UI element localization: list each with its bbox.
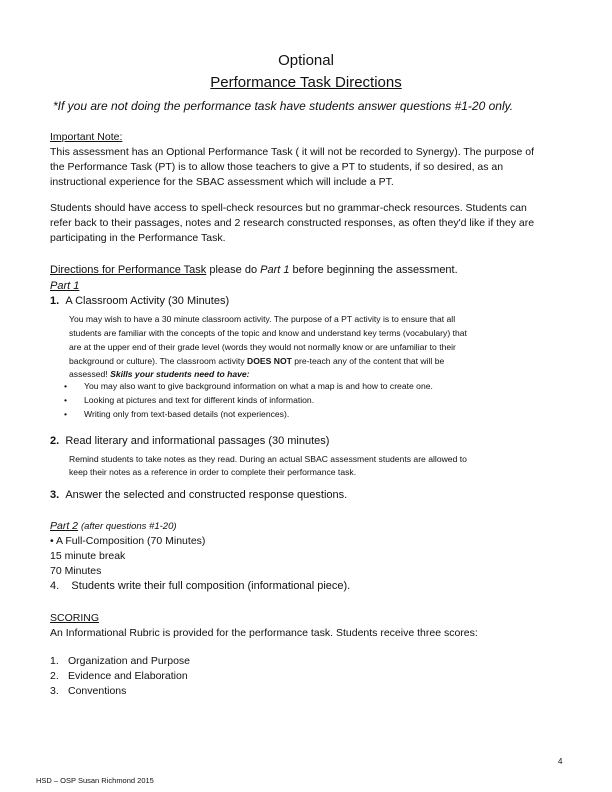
page-title-line-1: Optional — [278, 52, 334, 69]
bullet-icon: • — [64, 381, 68, 391]
step-2-line-2: keep their notes as a reference in order to complete their performance task. — [69, 467, 357, 477]
footer-credit: HSD – OSP Susan Richmond 2015 — [36, 776, 154, 785]
step-2-line-1: Remind students to take notes as they read. During an actual SBAC assessment students are allowed to — [69, 454, 467, 464]
step-4-heading: 4. Students write their full composition (informational piece). — [50, 580, 351, 592]
part-2-heading: Part 2 (after questions #1-20) — [50, 520, 177, 532]
important-note-paragraph-1: This assessment has an Optional Performance Task ( it will not be recorded to Synergy). The purpose of the Performance Task (PT) is to allow those teachers to give a PT to students, if so desired, as an instructional experience for the SBAC assessment which will include a PT. — [50, 146, 535, 188]
part-2-break: 15 minute break — [50, 550, 126, 562]
document-page: Optional Performance Task Directions *If you are not doing the performance task have students answer questions #1-20 only. Important Note: This assessment has an Optional Performance Task ( it will not be recorded to Synergy). The purpose of the Performance Task (PT) is to allow those teachers to give a PT to students, if so desired, as an instructional experience for the SBAC assessment which will include a PT. Students should have access to spell-check resources but no grammar-check resources. Students can refer back to their passages, notes and 2 research constructed responses, as often they'd like if they are participating in the Performance Task. Directions for Performance Task please do Part 1 before beginning the assessment. Part 1 1. A Classroom Activity (30 Minutes) You may wish to have a 30 minute classroom activity. The purpose of a PT activity is to ensure that all students are familiar with the concepts of the topic and know and understand key terms (vocabulary) that are at the upper end of their grade level (words they would not normally know or are unfamiliar to their background or culture). The classroom activity DOES NOT pre-teach any of the content that will be assessed! Skills your students need to have: • You may also want to give background information on what a map is and how to create one. • Looking at pictures and text for different kinds of information. • Writing only from text-based details (not experiences). 2. Read literary and informational passages (30 minutes) Remind students to take notes as they read. During an actual SBAC assessment students are allowed to keep their notes as a reference in order to complete their performance task. 3. Answer the selected and constructed response questions. Part 2 (after questions #1-20) • A Full-Composition (70 Minutes) 15 minute break 70 Minutes 4. Students write their full composition (informational piece). SCORING An Informational Rubric is provided for the performance task. Students receive three scores: 1. Organization and Purpose 2. Evidence and Elaboration 3. Conventions 4 HSD – OSP Susan Richmond 2015 — [0, 0, 612, 792]
step-1-heading: 1. A Classroom Activity (30 Minutes) — [50, 295, 230, 307]
step-1-line-4: background or culture). The classroom activity DOES NOT pre-teach any of the content that will be — [69, 356, 445, 366]
directions-heading: Directions for Performance Task please do Part 1 before beginning the assessment. — [50, 264, 458, 276]
important-note-label: Important Note: — [50, 131, 123, 143]
page-number: 4 — [558, 757, 563, 766]
step-1-line-3: are at the upper end of their grade level (words they would not normally know or are unfamiliar to their — [69, 342, 456, 352]
step-1-line-2: students are familiar with the concepts of the topic and know and understand key terms (vocabulary) that — [69, 328, 467, 338]
step-1-line-5: assessed! Skills your students need to have: — [69, 369, 250, 379]
page-title-line-2: Performance Task Directions — [210, 74, 402, 91]
scoring-item: 3. Conventions — [50, 685, 127, 697]
important-note-paragraph-2: Students should have access to spell-check resources but no grammar-check resources. Students can refer back to their passages, notes and 2 research constructed responses, as often they'd like if they are participating in the Performance Task. — [50, 202, 535, 244]
part-2-minutes: 70 Minutes — [50, 565, 102, 577]
step-1-line-1: You may wish to have a 30 minute classroom activity. The purpose of a PT activity is to ensure that all — [69, 314, 456, 324]
scoring-heading: SCORING — [50, 612, 100, 624]
subtitle-note: *If you are not doing the performance task have students answer questions #1-20 only. — [53, 99, 514, 113]
part-1-label: Part 1 — [50, 280, 80, 292]
bullet-icon: • — [64, 395, 68, 405]
step-3-heading: 3. Answer the selected and constructed response questions. — [50, 489, 348, 501]
bullet-icon: • — [64, 409, 68, 419]
scoring-intro: An Informational Rubric is provided for the performance task. Students receive three scores: — [50, 627, 478, 639]
scoring-item: 2. Evidence and Elaboration — [50, 670, 188, 682]
scoring-item: 1. Organization and Purpose — [50, 655, 190, 667]
step-2-heading: 2. Read literary and informational passages (30 minutes) — [50, 435, 330, 447]
part-2-full-composition: • A Full-Composition (70 Minutes) — [50, 535, 206, 547]
